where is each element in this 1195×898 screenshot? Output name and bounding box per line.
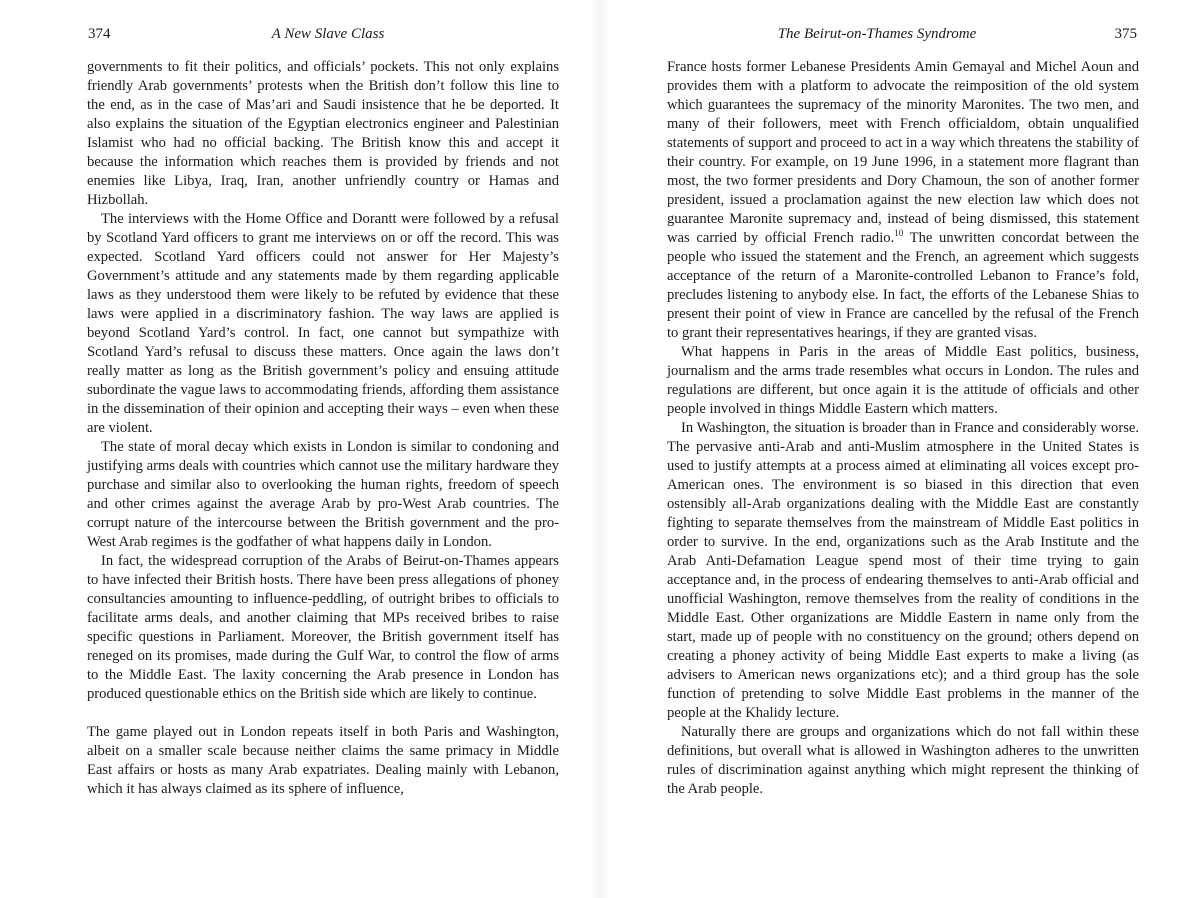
paragraph: In Washington, the situation is broader than in France and considerably worse. The pervasive anti-Arab and anti-Muslim atmosphere in the United States is used to justify attempts at a process aimed at eliminating all voices except pro-American ones. The environment is so biased in this direction that even ostensibly all-Arab organizations dealing with the Middle East are constantly fighting to separate themselves from the mainstream of Middle East politics in order to survive. In the end, organizations such as the Arab Institute and the Arab Anti-Defamation League spend most of their time trying to gain acceptance and, in the process of endearing themselves to anti-Arab official and unofficial Washington, remove themselves from the reality of conditions in the Middle East. Other organizations are Middle Eastern in name only from the start, made up of people with no constituency on the ground; others depend on creating a phoney activity of being Middle East experts to make a living (as advisers to American news organizations etc); and a third group has the sole function of pretending to solve Middle East problems in the manner of the people at the Khalidy lecture. bbox=[667, 420, 1139, 721]
right-page-body bbox=[667, 58, 1139, 799]
left-page bbox=[0, 0, 597, 898]
paragraph: In fact, the widespread corruption of the Arabs of Beirut-on-Thames appears to have infected their British hosts. There have been press allegations of phoney consultancies amounting to influence-peddling, of outright bribes to officials to facilitate arms deals, and another claiming that MPs received bribes to raise specific questions in Parliament. Moreover, the British government itself has reneged on its promises, made during the Gulf War, to control the flow of arms to the Middle East. The laxity concerning the Arab presence in London has produced questionable ethics on the British side which are likely to continue. bbox=[87, 553, 559, 702]
left-page-body bbox=[87, 58, 559, 799]
note-reference[interactable]: 10 bbox=[894, 228, 904, 239]
page-number: 374 bbox=[88, 26, 111, 42]
paragraph-text: The unwritten concordat between the people who issued the statement and the French, an agreement which suggests acceptance of the return of a Maronite-controlled Lebanon to France’s fold, precludes listening to anybody else. In fact, the efforts of the Lebanese Shias to present their point of view in France are cancelled by the refusal of the French to grant their representatives hearings, if they are granted visas. bbox=[667, 230, 1139, 341]
paragraph: What happens in Paris in the areas of Middle East politics, business, journalism and the arms trade resembles what occurs in London. The rules and regulations are different, but once again it is the attitude of officials and other people involved in things Middle Eastern which matters. bbox=[667, 344, 1139, 417]
paragraph: The interviews with the Home Office and Dorantt were followed by a refusal by Scotland Yard officers to grant me interviews on or off the record. This was expected. Scotland Yard officers could not answer for Her Majesty’s Government’s attitude and any statements made by them regarding applicable laws as they understood them were likely to be refuted by evidence that these laws were applied in a discriminatory fashion. The way laws are applied is beyond Scotland Yard’s control. In fact, one cannot but sympathize with Scotland Yard’s refusal to discuss these matters. Once again the laws don’t really matter as long as the British government’s policy and ensuing attitude subordinate the vague laws to accommodating friends, affording them assistance in the dissemination of their opinion and accepting their ways – even when these are violent. bbox=[87, 211, 559, 436]
right-page-header bbox=[667, 22, 1137, 46]
right-page bbox=[597, 0, 1195, 898]
left-page-header bbox=[88, 22, 558, 46]
running-head: A New Slave Class bbox=[271, 26, 385, 42]
paragraph: The game played out in London repeats itself in both Paris and Washington, albeit on a smaller scale because neither claims the same primacy in Middle East affairs or hosts as many Arab expatriates. Dealing mainly with Lebanon, which it has always claimed as its sphere of influence, bbox=[87, 724, 559, 797]
page-number: 375 bbox=[1114, 26, 1137, 42]
paragraph: Naturally there are groups and organizations which do not fall within these definitions, but overall what is allowed in Washington adheres to the unwritten rules of discrimination against anything which might represent the thinking of the Arab people. bbox=[667, 724, 1139, 797]
paragraph-text: France hosts former Lebanese Presidents Amin Gemayal and Michel Aoun and provides them with a platform to advocate the reimposition of the old system which guarantees the supremacy of the minority Maronites. The two men, and many of their followers, meet with French officialdom, obtain unqualified statements of support and proceed to act in a way which threatens the stability of their country. For example, on 19 June 1996, in a statement more flagrant than most, the two former presidents and Dory Chamoun, the son of another former president, issued a proclamation against the new election law which does not guarantee Maronite supremacy and, instead of being dismissed, this statement was carried by official French radio. bbox=[667, 59, 1139, 246]
paragraph bbox=[667, 58, 1139, 343]
paragraph: governments to fit their politics, and officials’ pockets. This not only explains friendly Arab governments’ protests when the British don’t follow this line to the end, as in the case of Mas’ari and Saudi insistence that he be deported. It also explains the situation of the Egyptian electronics engineer and Palestinian Islamist who had no official backing. The British know this and accept it because the information which reaches them is provided by friends and not enemies like Libya, Iraq, Iran, another unfriendly country or Hamas and Hizbollah. bbox=[87, 59, 559, 208]
paragraph: The state of moral decay which exists in London is similar to condoning and justifying arms deals with countries which cannot use the military hardware they purchase and similar also to overlooking the human rights, freedom of speech and other crimes against the average Arab by pro-West Arab countries. The corrupt nature of the intercourse between the British government and the pro-West Arab regimes is the godfather of what happens daily in London. bbox=[87, 439, 559, 550]
running-head: The Beirut-on-Thames Syndrome bbox=[777, 26, 977, 42]
